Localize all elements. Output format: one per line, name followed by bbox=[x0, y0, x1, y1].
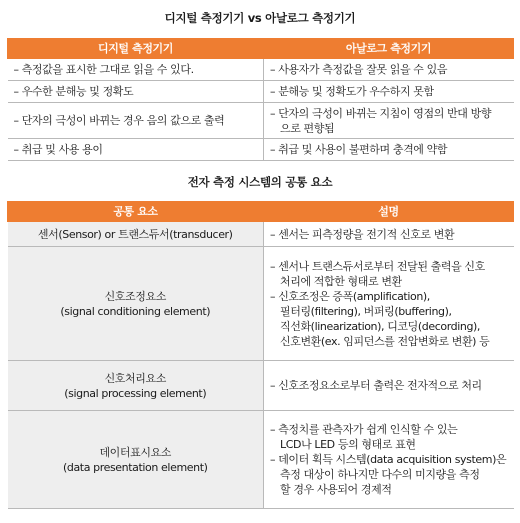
column-header-description: 설명 bbox=[264, 202, 514, 222]
column-header-digital: 디지털 측정기기 bbox=[8, 39, 264, 59]
table-row bbox=[8, 222, 514, 247]
element-cell: 신호조정요소 (signal conditioning element) bbox=[8, 247, 264, 361]
description-cell: – 센서는 피측정량을 전기적 신호로 변환 bbox=[264, 222, 514, 247]
analog-cell: – 단자의 극성이 바뀌는 지침이 영점의 반대 방향 으로 편향됨 bbox=[264, 103, 514, 139]
digital-cell: – 단자의 극성이 바뀌는 경우 음의 값으로 출력 bbox=[8, 103, 264, 139]
element-cell: 데이터표시요소 (data presentation element) bbox=[8, 411, 264, 509]
description-cell: – 신호조정요소로부터 출력은 전자적으로 처리 bbox=[264, 361, 514, 411]
element-cell: 센서(Sensor) or 트랜스듀서(transducer) bbox=[8, 222, 264, 247]
comparison-table-title: 디지털 측정기기 vs 아날로그 측정기기 bbox=[164, 11, 356, 25]
column-header-analog: 아날로그 측정기기 bbox=[264, 39, 514, 59]
analog-cell: – 사용자가 측정값을 잘못 읽을 수 있음 bbox=[264, 59, 514, 81]
analog-cell: – 취급 및 사용이 불편하며 충격에 약함 bbox=[264, 139, 514, 161]
digital-cell: – 우수한 분해능 및 정확도 bbox=[8, 81, 264, 103]
table-row bbox=[8, 59, 514, 81]
analog-cell: – 분해능 및 정확도가 우수하지 못함 bbox=[264, 81, 514, 103]
table-row bbox=[8, 247, 514, 361]
digital-cell: – 측정값을 표시한 그대로 읽을 수 있다. bbox=[8, 59, 264, 81]
table-row bbox=[8, 81, 514, 103]
table-row bbox=[8, 103, 514, 139]
table-row bbox=[8, 361, 514, 411]
description-cell: – 측정치를 관측자가 쉽게 인식할 수 있는 LCD나 LED 등의 형태로 표현 – 데이터 획득 시스템(data acquisition system)은 측정 대상이 하나지만 다수의 미지량을 측정 할 경우 사용되어 경제적 bbox=[264, 411, 514, 509]
digital-cell: – 취급 및 사용 용이 bbox=[8, 139, 264, 161]
element-cell: 신호처리요소 (signal processing element) bbox=[8, 361, 264, 411]
digital-vs-analog-table bbox=[7, 38, 514, 161]
table-row bbox=[8, 411, 514, 509]
measurement-elements-table bbox=[7, 201, 514, 509]
description-cell: – 센서나 트랜스듀서로부터 전달된 출력을 신호 처리에 적합한 형태로 변환 – 신호조정은 증폭(amplification), 필터링(filtering), 버퍼링(buffering), 직선화(linearization), 디코딩(decording), 신호변환(ex. 임피던스를 전압변화로 변환) 등 bbox=[264, 247, 514, 361]
common-elements-table-title: 전자 측정 시스템의 공통 요소 bbox=[187, 175, 333, 189]
table-row bbox=[8, 139, 514, 161]
column-header-element: 공통 요소 bbox=[8, 202, 264, 222]
